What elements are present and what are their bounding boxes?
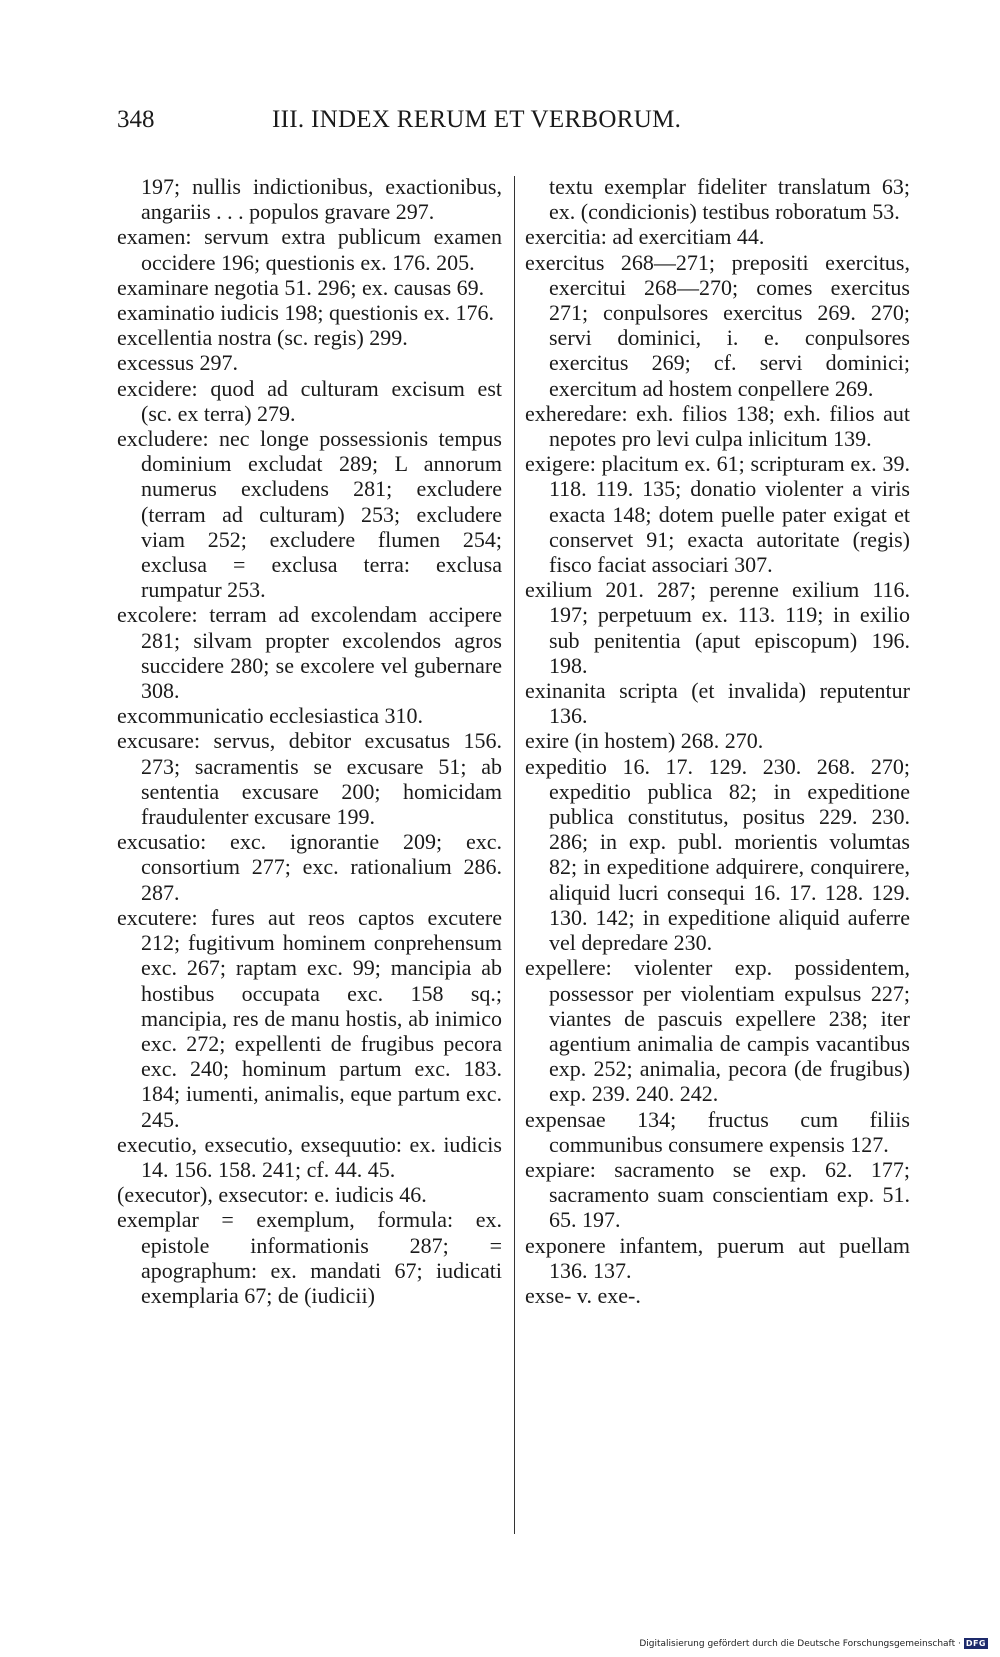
index-entry: textu exemplar fideliter translatum 63; ex. (condicionis) testibus roboratum 53.: [549, 174, 910, 225]
index-entry: exinanita scripta (et invalida) reputentur 136.: [525, 678, 910, 729]
dfg-logo: DFG: [965, 1639, 986, 1648]
index-entry: excidere: quod ad culturam excisum est (sc. ex terra) 279.: [117, 375, 502, 426]
index-entry: 197; nullis indictionibus, exactionibus, angariis . . . populos gravare 297.: [141, 174, 502, 225]
index-entry: exercitia: ad exercitiam 44.: [525, 224, 765, 250]
index-entry: exilium 201. 287; perenne exilium 116. 197; perpetuum ex. 113. 119; in exilio sub penitentia (aput episcopum) 196. 198.: [525, 577, 910, 678]
digitization-credit: [639, 1638, 988, 1649]
index-entry: examinatio iudicis 198; questionis ex. 176.: [117, 300, 495, 326]
index-entry: exponere infantem, puerum aut puellam 136. 137.: [525, 1232, 910, 1283]
index-entry: expeditio 16. 17. 129. 230. 268. 270; expeditio publica 82; in expeditione publica constitutus, positus 229. 230. 286; in exp. publ. morientis volumtas 82; in expeditione adquirere, conquirere, aliquid lucri consequi 16. 17. 128. 129. 130. 142; in expeditione aliquid auferre vel depredare 230.: [525, 753, 910, 956]
index-entry: exheredare: exh. filios 138; exh. filios aut nepotes pro levi culpa inlicitum 139.: [525, 400, 910, 452]
index-entry: expensae 134; fructus cum filiis communibus consumere expensis 127.: [525, 1106, 910, 1157]
index-entry: exigere: placitum ex. 61; scripturam ex. 39. 118. 119. 135; donatio violenter a viris exacta 148; dotem puelle pater exigat et conservet 91; exacta autoritate (regis) fisco faciat associari 307.: [525, 451, 910, 578]
running-title: III. INDEX RERUM ET VERBORUM.: [272, 106, 682, 133]
index-entry: excutere: fures aut reos captos excutere 212; fugitivum hominem conprehensum exc. 267; raptam exc. 99; mancipia ab hostibus occupata exc. 158 sq.; mancipia, res de manu hostis, ab inimico exc. 272; expellenti de frugibus pecora exc. 240; hominum partum exc. 183. 184; iumenti, animalis, eque partum exc. 245.: [117, 904, 502, 1132]
index-entry: expiare: sacramento se exp. 62. 177; sacramento suam conscientiam exp. 51. 65. 197.: [525, 1156, 910, 1233]
index-entry: examen: servum extra publicum examen occidere 196; questionis ex. 176. 205.: [117, 224, 502, 275]
index-entry: executio, exsecutio, exsequutio: ex. iudicis 14. 156. 158. 241; cf. 44. 45.: [117, 1131, 502, 1182]
index-entry: exse- v. exe-.: [525, 1282, 641, 1308]
page-header: [0, 106, 1000, 146]
index-entry: excessus 297.: [117, 350, 238, 376]
index-entry: excolere: terram ad excolendam accipere 281; silvam propter excolendos agros succidere 280; se excolere vel gubernare 308.: [117, 602, 502, 704]
index-entry: excludere: nec longe possessionis tempus dominium excludat 289; L annorum numerus excludens 281; excludere (terram ad culturam) 253; excludere viam 252; excludere flumen 254; exclusa = exclusa terra: exclusa rumpatur 253.: [117, 426, 502, 603]
index-entry: exercitus 268—271; prepositi exercitus, exercitui 268—270; comes exercitus 271; conpulsores exercitus 269. 270; servi dominici, i. e. conpulsores exercitus 269; cf. servi dominici; exercitum ad hostem conpellere 269.: [525, 249, 910, 401]
index-entry: excusare: servus, debitor excusatus 156. 273; sacramentis se excusare 51; ab sententia excusare 200; homicidam fraudulenter excusare 199.: [117, 728, 502, 830]
index-entry: exire (in hostem) 268. 270.: [525, 728, 764, 754]
index-entry: excusatio: exc. ignorantie 209; exc. consortium 277; exc. rationalium 286. 287.: [117, 829, 502, 905]
credit-text: Digitalisierung gefördert durch die Deutsche Forschungsgemeinschaft ·: [639, 1638, 961, 1649]
index-entry: examinare negotia 51. 296; ex. causas 69.: [117, 274, 485, 300]
column-divider: [514, 176, 515, 1534]
index-entry: excommunicatio ecclesiastica 310.: [117, 703, 424, 729]
index-entry: expellere: violenter exp. possidentem, possessor per violentiam expulsus 227; viantes de pascuis expellere 238; iter agentium animalia de campis vacantibus exp. 252; animalia, pecora (de frugibus) exp. 239. 240. 242.: [525, 955, 910, 1107]
page-number: 348: [117, 106, 155, 133]
index-entry: (executor), exsecutor: e. iudicis 46.: [117, 1182, 427, 1208]
left-column: [117, 174, 502, 1308]
index-entry: exemplar = exemplum, formula: ex. epistole informationis 287; = apographum: ex. mandati 67; iudicati exemplaria 67; de (iudicii): [117, 1207, 502, 1308]
right-column: [525, 174, 910, 1308]
index-entry: excellentia nostra (sc. regis) 299.: [117, 325, 408, 351]
